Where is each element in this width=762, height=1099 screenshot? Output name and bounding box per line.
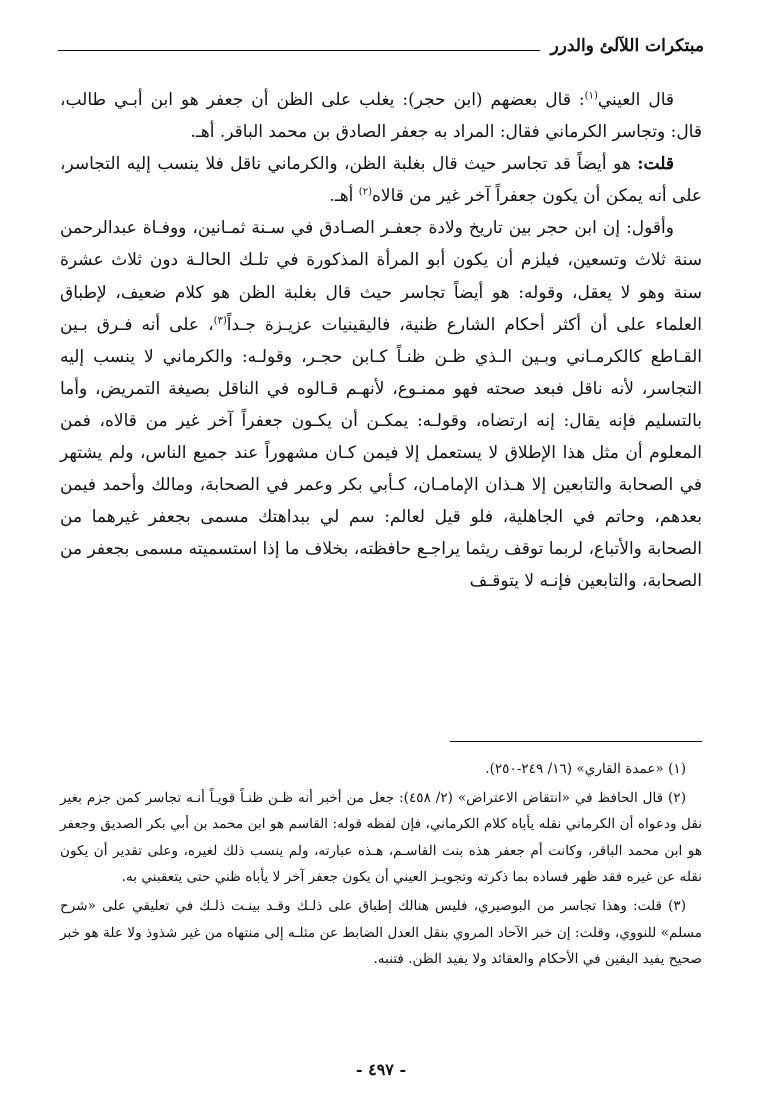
paragraph-text: هو أيضاً قد تجاسر حيث قال بغلبة الظن، والكرماني ناقل فلا ينسب إليه التجاسر، على أنه يمكن أن يكون جعفراً آخر غير من قالاه: [60, 154, 702, 207]
footnote-ref[interactable]: (٢): [358, 186, 372, 198]
header-title: مبتكرات اللآلئ والدرر: [550, 36, 704, 56]
paragraph-text: ، على أنه فـرق بـين القـاطع كالكرمـاني وبـين الـذي ظـن ظنـاً كـابن حجـر، وقولـه: والكرماني لا ينسب إليه التجاسر، لأنه ناقل فبعد صحته فهو ممنـوع، لأنهـم قـالوه في الناقل بصيغة التمريض، وأما بالتسليم فإنه يقال: إنه ارتضاه، وقولـه: يمكـن أن يكـون جعفراً آخر غير من قالاه، فمن المعلوم أن مثل هذا الإطلاق لا يستعمل إلا فيمن كـان مشهوراً عند جميع الناس، ولم يشتهر في الصحابة والتابعين إلا هـذان الإمامـان، كـأبي بكر وعمر في الصحابة، ومالك وأحمد فيمن بعدهم، وحاتم في الجاهلية، فلو قيل لعالم: سم لي ببداهتك مسمى بجعفر غيرهما من الصحابة والأتباع، لربما توقف ريثما يراجـع حافظته، بخلاف ما إذا استسميته مسمى بجعفر من الصحابة، والتابعين فإنـه لا يتوقـف: [60, 314, 702, 592]
paragraph-text: أهـ.: [329, 186, 359, 207]
footnote-3: (٣) قلت: وهذا تجاسر من البوصيري، فليس هنالك إطباق على ذلـك وقـد بينـت ذلـك في تعليقي على «شرح مسلم» للنووي، وقلت: إن خبر الآحاد المروي بنقل العدل الضابط عن مثلـه إلى منتهاه من غير شذوذ ولا علة هو خبر صحيح يفيد اليقين في الأحكام والعقائد ولا يفيد الظن. فتنبه.: [60, 897, 702, 968]
footnotes: [60, 756, 702, 975]
footnote-2: (٢) قال الحافظ في «انتقاض الاعتراض» (٢/ ٤٥٨): جعل من أخبر أنه ظـن ظنـاً قويـاً أنـه تجاسر كمن جزم بغير نقل ودعواه أن الكرماني نقله يأباه كلام الكرماني، فإن لفظه قوله: القاسم هو ابن محمد بن أبي بكر الصديق وجعفر هو ابن محمد الباقر، وكانت أم جعفر هذه بنت القاسـم، هـذه عبارته، ولم ينسب ذلك لغيره، وعلى تقدير أن يكون نقله عن غيره فقد ظهر فساده بما ذكرته وتجويـز العيني أن يكون جعفر آخر لا يأباه ظني حتى يتعقبني به.: [60, 789, 702, 886]
footnote-1: (١) «عمدة القاري» (١٦/ ٢٤٩-٢٥٠).: [485, 761, 686, 777]
header-rule: [58, 50, 540, 51]
footnote-separator: [450, 741, 702, 742]
paragraph-lead: قلت:: [637, 154, 674, 175]
paragraph-1: [60, 84, 702, 148]
paragraph-2: [60, 148, 702, 212]
running-header: [58, 30, 704, 56]
main-text: [60, 84, 702, 598]
footnote-ref[interactable]: (٣): [213, 315, 227, 326]
paragraph-text: : قال بعضهم (ابن حجر): يغلب على الظن أن جعفر هو ابن أبـي طالب، قال: وتجاسر الكرماني فقال: المراد به جعفر الصادق بن محمد الباقر. أهـ.: [60, 90, 702, 143]
footnote-ref[interactable]: (١): [584, 90, 598, 102]
paragraph-3: [60, 212, 702, 597]
paragraph-text: وأقول: إن ابن حجر بين تاريخ ولادة جعفـر الصـادق في سـنة ثمـانين، ووفـاة عبدالرحمن سنة ثلاث وتسعين، فيلزم أن يكون أبو المرأة المذكورة في تلـك الحالـة دون ثلاث عشرة سنة وهو لا يعقل، وقوله: هو أيضاً تجاسر حيث قال بغلبة الظن هو كلام ضعيف، لإطباق العلماء على أن أكثر أحكام الشارع ظنية، فاليقينيات عزيـزة جـداً: [60, 218, 702, 335]
page-number: - ٤٩٧ -: [355, 1060, 407, 1079]
paragraph-text: قال العيني: [597, 90, 674, 110]
